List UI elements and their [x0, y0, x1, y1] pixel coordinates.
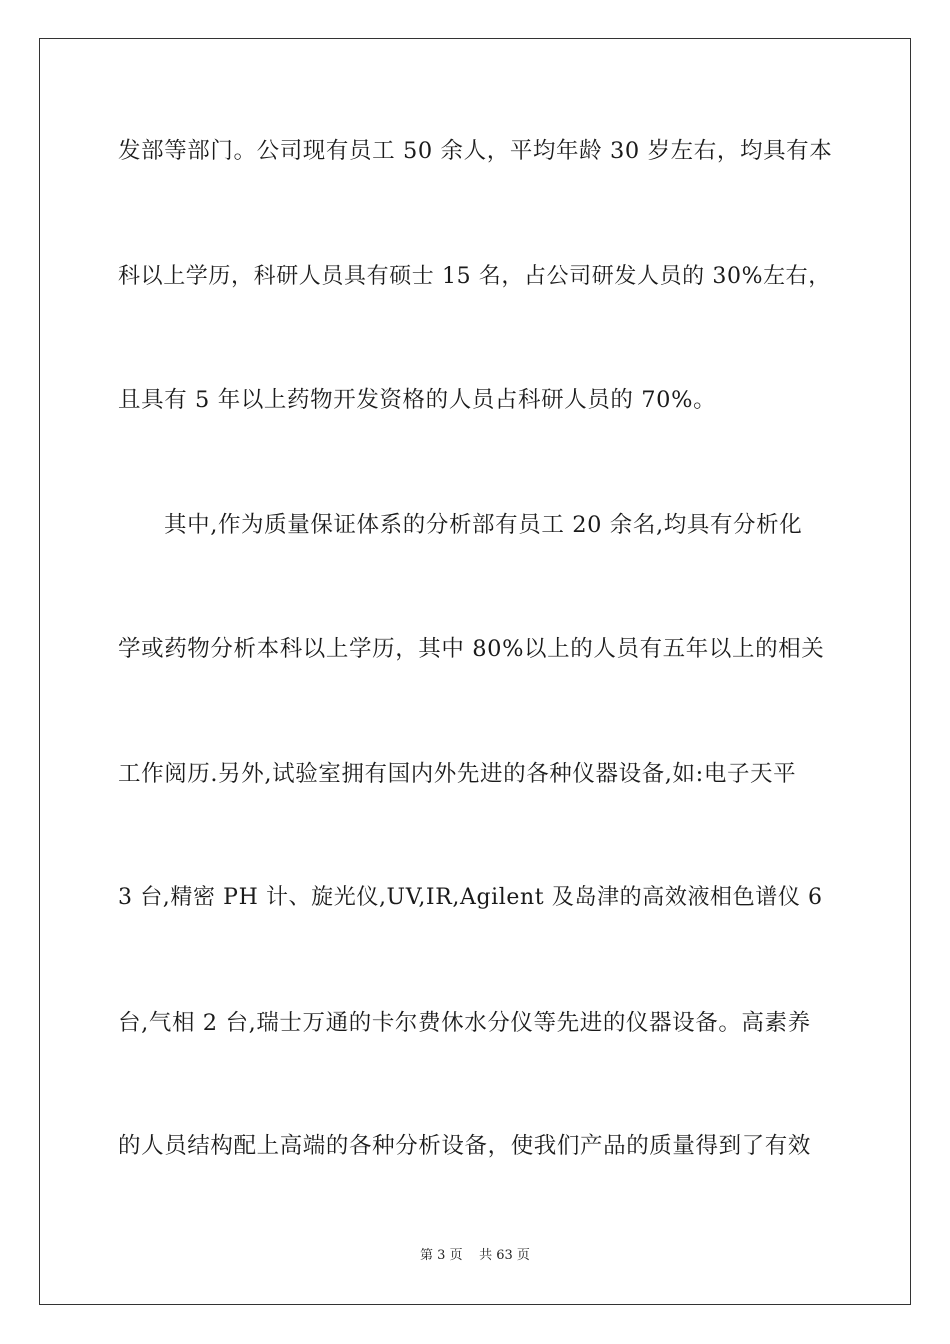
page-footer: [0, 1247, 950, 1265]
body-line-6: 工作阅历.另外,试验室拥有国内外先进的各种仪器设备,如:电子天平: [118, 761, 797, 787]
page-total: 共 63 页: [479, 1248, 530, 1263]
page-border: [39, 38, 911, 1305]
body-line-8: 台,气相 2 台,瑞士万通的卡尔费休水分仪等先进的仪器设备。高素养: [118, 1010, 811, 1036]
body-line-5: 学或药物分析本科以上学历，其中 80%以上的人员有五年以上的相关: [118, 636, 825, 662]
body-line-2: 科以上学历，科研人员具有硕士 15 名，占公司研发人员的 30%左右，: [118, 264, 831, 289]
body-line-4: 其中,作为质量保证体系的分析部有员工 20 余名,均具有分析化: [164, 512, 803, 538]
body-line-3: 且具有 5 年以上药物开发资格的人员占科研人员的 70%。: [118, 387, 717, 413]
body-line-1: 发部等部门。公司现有员工 50 余人，平均年龄 30 岁左右，均具有本: [118, 138, 833, 164]
page-number: 第 3 页: [420, 1248, 463, 1263]
body-line-7: 3 台,精密 PH 计、旋光仪,UV,IR,Agilent 及岛津的高效液相色谱仪 6: [118, 885, 823, 910]
body-line-9: 的人员结构配上高端的各种分析设备，使我们产品的质量得到了有效: [118, 1133, 812, 1159]
